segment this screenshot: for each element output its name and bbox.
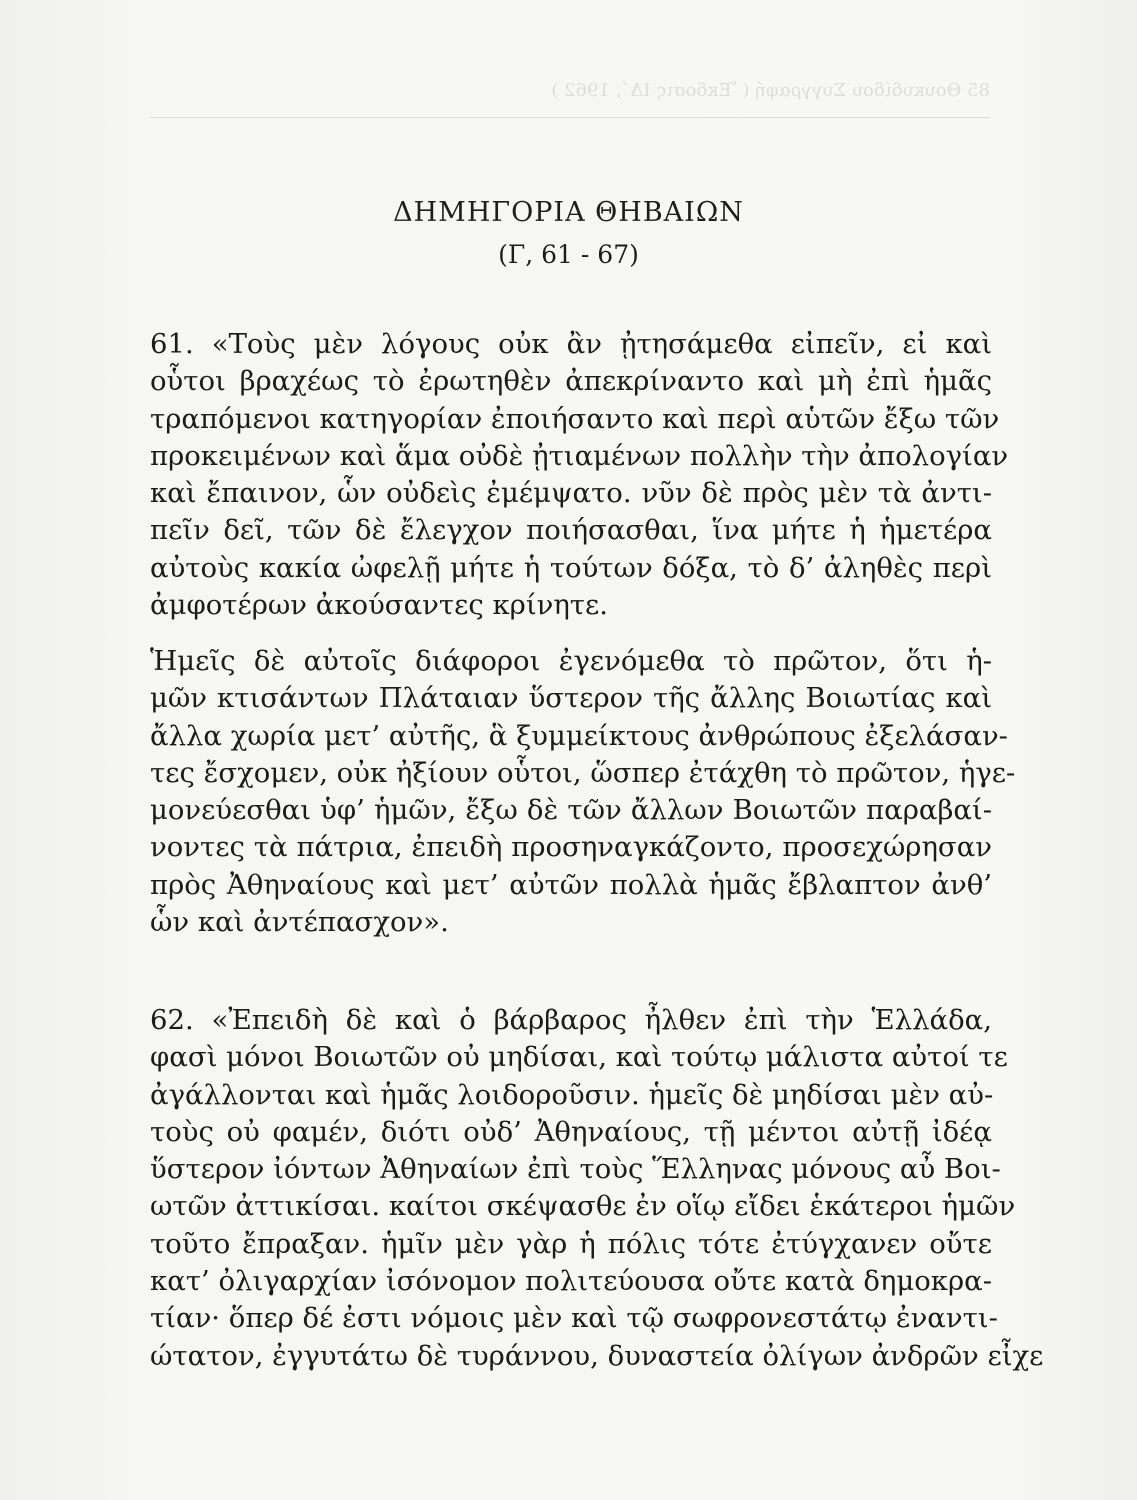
text-line: φασὶ μόνοι Βοιωτῶν οὐ μηδίσαι, καὶ τούτῳ μάλιστα αὐτοί τε bbox=[150, 1041, 1008, 1074]
text-line: πεῖν δεῖ, τῶν δὲ ἔλεγχον ποιήσασθαι, ἵνα μήτε ἡ ἡμετέρα bbox=[150, 514, 992, 547]
text-line: ὧν καὶ ἀντέπασχον». bbox=[150, 906, 449, 939]
text-line: ωτῶν ἀττικίσαι. καίτοι σκέψασθε ἐν οἵῳ εἴδει ἑκάτεροι ἡμῶν bbox=[150, 1190, 1016, 1223]
text-line: πρὸς Ἀθηναίους καὶ μετ’ αὐτῶν πολλὰ ἡμᾶς ἔβλαπτον ἀνθ’ bbox=[150, 868, 992, 901]
text-line: ἀγάλλονται καὶ ἡμᾶς λοιδοροῦσιν. ἡμεῖς δὲ μηδίσαι μὲν αὐ- bbox=[150, 1078, 994, 1111]
text-line: τες ἔσχομεν, οὐκ ἠξίουν οὗτοι, ὥσπερ ἐτάχθη τὸ πρῶτον, ἡγε- bbox=[150, 756, 1016, 789]
paragraph-61 bbox=[150, 326, 1009, 624]
text-line: τίαν· ὅπερ δέ ἐστι νόμοις μὲν καὶ τῷ σωφρονεστάτῳ ἐναντι- bbox=[150, 1302, 998, 1335]
page-subtitle: (Γ, 61 - 67) bbox=[498, 240, 639, 269]
text-line: Ἡμεῖς δὲ αὐτοῖς διάφοροι ἐγενόμεθα τὸ πρῶτον, ὅτι ἡ- bbox=[150, 645, 992, 677]
paragraph-62 bbox=[150, 1002, 1044, 1375]
text-line: τοὺς οὐ φαμέν, διότι οὐδ’ Ἀθηναίους, τῇ μέντοι αὐτῇ ἰδέᾳ bbox=[150, 1115, 992, 1148]
paragraph-hemeis bbox=[150, 643, 1016, 941]
text-line: 61. «Τοὺς μὲν λόγους οὐκ ἂν ᾐτησάμεθα εἰπεῖν, εἰ καὶ bbox=[150, 328, 992, 360]
text-line: ὕστερον ἰόντων Ἀθηναίων ἐπὶ τοὺς Ἕλληνας μόνους αὖ Βοι- bbox=[150, 1153, 1001, 1186]
bleed-through-header: 85 Θουκυδίδου Συγγραφή ( Ἔκδοσις ΙΔ΄, 1962 ) bbox=[150, 72, 990, 118]
page-title: ΔΗΜΗΓΟΡΙΑ ΘΗΒΑΙΩΝ bbox=[393, 197, 744, 228]
text-line: προκειμένων καὶ ἅμα οὐδὲ ᾐτιαμένων πολλὴν τὴν ἀπολογίαν bbox=[150, 439, 1009, 472]
text-line: μονεύεσθαι ὑφ’ ἡμῶν, ἔξω δὲ τῶν ἄλλων Βοιωτῶν παραβαί- bbox=[150, 794, 992, 827]
text-line: ἀμφοτέρων ἀκούσαντες κρίνητε. bbox=[150, 589, 608, 622]
text-line: καὶ ἔπαινον, ὧν οὐδεὶς ἐμέμψατο. νῦν δὲ πρὸς μὲν τὰ ἀντι- bbox=[150, 477, 992, 510]
text-line: ἄλλα χωρία μετ’ αὐτῆς, ἃ ξυμμείκτους ἀνθρώπους ἐξελάσαν- bbox=[150, 719, 1008, 752]
text-line: τοῦτο ἔπραξαν. ἡμῖν μὲν γὰρ ἡ πόλις τότε ἐτύγχανεν οὔτε bbox=[150, 1227, 992, 1260]
text-line: τραπόμενοι κατηγορίαν ἐποιήσαντο καὶ περὶ αὑτῶν ἔξω τῶν bbox=[150, 402, 1000, 435]
text-line: 62. «Ἐπειδὴ δὲ καὶ ὁ βάρβαρος ἦλθεν ἐπὶ τὴν Ἑλλάδα, bbox=[150, 1004, 992, 1036]
text-line: μῶν κτισάντων Πλάταιαν ὕστερον τῆς ἄλλης Βοιωτίας καὶ bbox=[150, 682, 992, 715]
text-line: κατ’ ὀλιγαρχίαν ἰσόνομον πολιτεύουσα οὔτε κατὰ δημοκρα- bbox=[150, 1265, 992, 1298]
text-line: νοντες τὰ πάτρια, ἐπειδὴ προσηναγκάζοντο, προσεχώρησαν bbox=[150, 831, 992, 864]
text-line: οὗτοι βραχέως τὸ ἐρωτηθὲν ἀπεκρίναντο καὶ μὴ ἐπὶ ἡμᾶς bbox=[150, 365, 992, 398]
text-line: αὐτοὺς κακία ὠφελῇ μήτε ἡ τούτων δόξα, τὸ δ’ ἀληθὲς περὶ bbox=[150, 551, 992, 584]
text-line: ώτατον, ἐγγυτάτω δὲ τυράννου, δυναστεία ὀλίγων ἀνδρῶν εἶχε bbox=[150, 1339, 1044, 1372]
